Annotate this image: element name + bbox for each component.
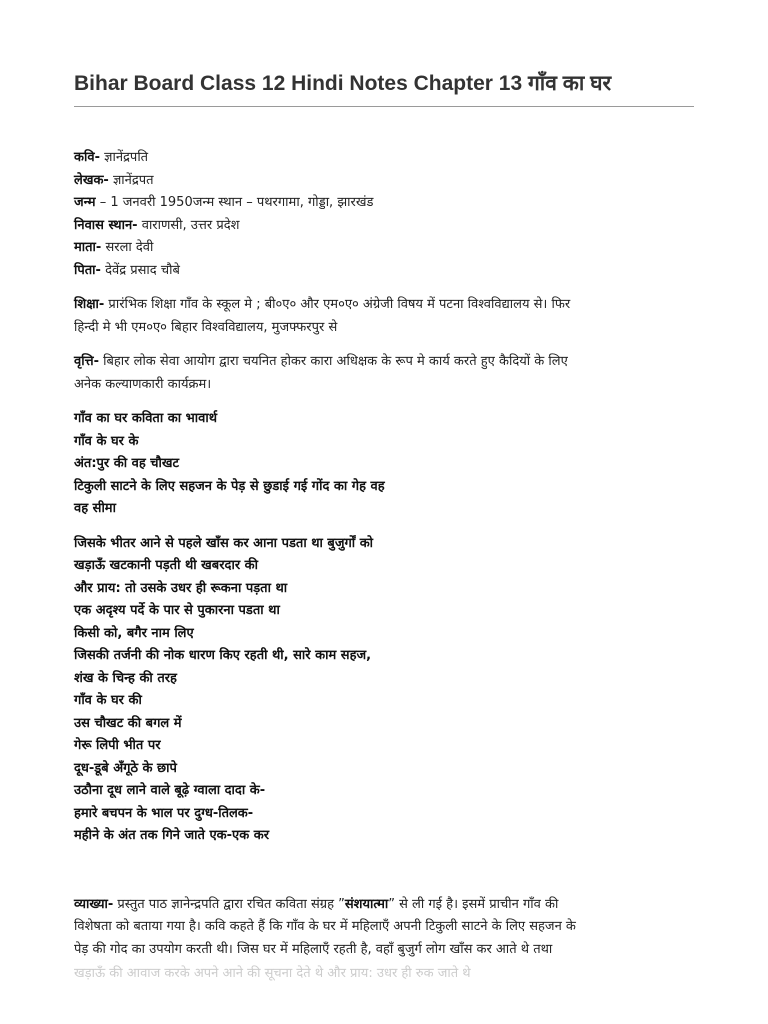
poem-line: हमारे बचपन के भाल पर दुग्ध-तिलक-: [74, 805, 254, 821]
info-label: लेखक-: [74, 172, 109, 188]
poem-line: शंख के चिन्ह की तरह: [74, 670, 177, 686]
vritti-paragraph: [74, 351, 698, 396]
poem-line: वह सीमा: [74, 501, 116, 516]
poem-line: किसी को, बगैर नाम लिए: [74, 625, 194, 641]
shiksha-line-2: हिन्दी मे भी एम०ए० बिहार विश्वविद्यालय, मुजफ्फरपुर से: [74, 319, 338, 335]
vyakhya-book-title: संशयात्मा: [344, 896, 389, 912]
info-label: कवि-: [74, 150, 100, 165]
page-title: Bihar Board Class 12 Hindi Notes Chapter 13 गाँव का घर: [74, 72, 612, 95]
info-kavi: [74, 147, 698, 170]
info-label: निवास स्थान-: [74, 217, 138, 233]
info-mata: [74, 237, 698, 260]
vyakhya-line-3: पेड़ की गोद का उपयोग करती थी। जिस घर में महिलाएँ रहती है, वहाँ बुजुर्ग लोग खाँस कर आते थे तथा: [74, 941, 553, 957]
info-lekhak: [74, 170, 698, 193]
vyakhya-line-4-cutoff: खड़ाऊँ की आवाज करके अपने आने की सूचना देते थे और प्राय: उधर ही रुक जाते थे: [74, 966, 471, 981]
vritti-line-1: [74, 351, 698, 374]
poem-line: गाँव का घर कविता का भावार्थ: [74, 411, 218, 426]
poem-line: गाँव के घर के: [74, 433, 139, 449]
vyakhya-line-1: [74, 894, 698, 917]
info-value: ज्ञानेंद्रपत: [108, 172, 154, 188]
info-value: वाराणसी, उत्तर प्रदेश: [137, 217, 240, 233]
document-page: [74, 66, 698, 981]
poem-line: जिसके भीतर आने से पहले खाँस कर आना पडता था बुजुर्गों को: [74, 535, 374, 551]
poem-line: टिकुली साटने के लिए सहजन के पेड़ से छुडाई गई गोंद का गेह वह: [74, 478, 385, 494]
shiksha-paragraph: [74, 294, 698, 339]
vyakhya-text: प्रस्तुत पाठ ज्ञानेन्द्रपति द्वारा रचित कविता संग्रह ”: [113, 896, 345, 912]
vyakhya-label: व्याख्या-: [74, 896, 114, 912]
vritti-label: वृत्ति-: [74, 354, 99, 369]
shiksha-label: शिक्षा-: [74, 297, 105, 312]
info-label: माता-: [74, 240, 102, 255]
poem-line: खड़ाऊँ खटकानी पड़ती थी खबरदार की: [74, 558, 259, 573]
poem-stanza-1: [74, 408, 698, 521]
info-value: – 1 जनवरी 1950जन्म स्थान – पथरगामा, गोड्डा, झारखंड: [95, 195, 374, 210]
info-label: पिता-: [74, 262, 101, 278]
shiksha-text: प्रारंभिक शिक्षा गाँव के स्कूल मे ; बी०ए० और एम०ए० अंग्रेजी विषय में पटना विश्वविद्यालय से। फिर: [104, 297, 571, 312]
poem-line: एक अदृश्य पर्दे के पार से पुकारना पडता था: [74, 603, 280, 618]
poem-line: दूध-डूबे अँगूठे के छापे: [74, 760, 177, 776]
shiksha-line-1: [74, 294, 698, 317]
author-info: [74, 147, 698, 282]
vritti-line-2: अनेक कल्याणकारी कार्यक्रम।: [74, 376, 212, 392]
poem-line: उस चौखट की बगल में: [74, 715, 182, 731]
info-value: देवेंद्र प्रसाद चौबे: [100, 262, 180, 278]
vyakhya-line-2: विशेषता को बताया गया है। कवि कहते हैं कि गाँव के घर में महिलाएँ अपनी टिकुली साटने के लिए सहजन के: [74, 919, 576, 934]
info-pita: [74, 260, 698, 283]
poem-line: उठौना दूध लाने वाले बूढ़े ग्वाला दादा के-: [74, 783, 266, 798]
info-label: जन्म: [74, 195, 96, 210]
poem-line: गेरू लिपी भीत पर: [74, 738, 161, 753]
poem-line: अंत:पुर की वह चौखट: [74, 456, 180, 471]
poem-line: जिसकी तर्जनी की नोक धारण किए रहती थी, सारे काम सहज,: [74, 648, 372, 663]
info-janm: [74, 192, 698, 215]
vritti-text: बिहार लोक सेवा आयोग द्वारा चयनित होकर कारा अधिक्षक के रूप मे कार्य करते हुए कैदियों के लिए: [98, 354, 568, 369]
poem-line: गाँव के घर की: [74, 693, 142, 708]
title-divider: [74, 106, 694, 107]
info-value: सरला देवी: [101, 240, 154, 255]
vyakhya-paragraph: [74, 894, 698, 981]
vyakhya-text: ” से ली गई है। इसमें प्राचीन गाँव की: [388, 896, 559, 912]
poem-line: महीने के अंत तक गिने जाते एक-एक कर: [74, 828, 270, 843]
poem-line: और प्राय: तो उसके उधर ही रूकना पड़ता था: [74, 580, 288, 596]
info-niwas: [74, 215, 698, 238]
poem-stanza-2: [74, 533, 698, 848]
info-value: ज्ञानेंद्रपति: [99, 150, 149, 165]
